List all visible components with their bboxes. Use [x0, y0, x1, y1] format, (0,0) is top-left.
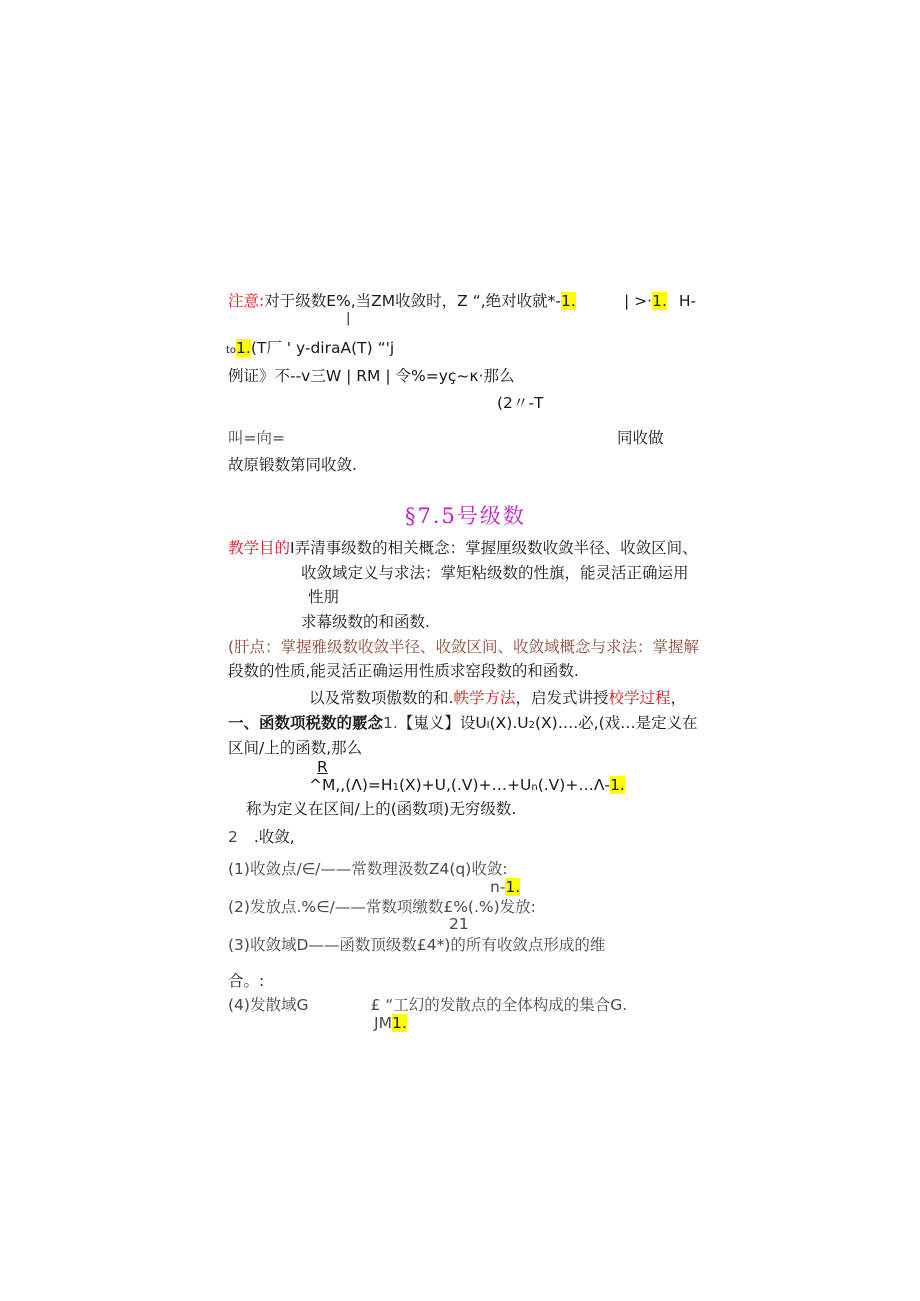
point-3: (3)收敛域D——函数顶级数£4*)的所有收敛点形成的维 — [228, 936, 606, 954]
item-2 — [228, 827, 295, 847]
note-label: 注意: — [228, 292, 265, 310]
objective-line-4: 求幕级数的和函数. — [301, 613, 430, 631]
point-1: (1)收敛点/∈/——常数理汲数Z4(q)收敛: — [228, 860, 508, 878]
point-4 — [228, 995, 627, 1015]
method-line — [309, 688, 686, 708]
note-right — [624, 291, 696, 311]
point-4-sub — [374, 1013, 407, 1033]
note-right-mark: | >· — [624, 292, 653, 310]
note-right-end: H- — [678, 292, 697, 310]
section-1-heading — [228, 713, 698, 736]
definition-line: 称为定义在区间/上的(函数项)无穷级数. — [246, 800, 517, 818]
point-4-text: (4)发散域G — [228, 996, 309, 1014]
formula-text-2: (T厂 ' y-diraA(T) “'j — [250, 339, 395, 357]
formula-sub-1: 1 — [392, 782, 399, 793]
highlight-1: 1. — [561, 292, 576, 310]
formula-line-2 — [226, 338, 394, 361]
conclusion-line: 故原锻数第同收敛. — [228, 456, 357, 474]
point-1-sub-text: n- — [490, 878, 506, 896]
highlight-2: 1. — [652, 292, 667, 310]
comparison-left: 叫=向= — [228, 429, 285, 447]
item-2-text: .收敛, — [253, 828, 295, 846]
section-title: §7.5号级数 — [405, 504, 526, 528]
point-4-sub-text: JM — [374, 1014, 392, 1032]
method-mid: ，启发式讲授 — [515, 689, 609, 707]
process-label: 校学过程 — [608, 689, 671, 707]
item-2-num: 2 — [228, 828, 238, 846]
highlight-3: 1. — [236, 339, 251, 357]
comparison-right: 同收做 — [617, 429, 664, 447]
formula-sub-n: n — [531, 782, 538, 793]
note-line — [228, 291, 576, 311]
series-formula — [309, 775, 625, 798]
point-1-sub — [490, 877, 520, 897]
section-1-text-3: (X)….必,(戏…是定义在 — [535, 714, 698, 732]
sub-2: 2 — [528, 720, 535, 731]
fraction-line: (2〃-T — [497, 394, 544, 412]
objective-line-3: 性朋 — [308, 588, 340, 606]
highlight-6: 1. — [391, 1014, 407, 1032]
method-label: 帙学方法 — [453, 689, 516, 707]
point-3-cont: 合。: — [228, 972, 265, 990]
section-1-text-2: (X).U — [489, 714, 529, 732]
objective-line-2: 收敛域定义与求法：掌矩粘级数的性旗，能灵活正确运用 — [301, 564, 689, 582]
highlight-4: 1. — [610, 776, 625, 794]
keypoint-line-2: 段数的性质,能灵活正确运用性质求窑段数的和函数. — [228, 662, 579, 680]
point-4-mid: £ “工幻的发散点的全体构成的集合G. — [370, 996, 628, 1014]
section-1-num: 1. — [383, 714, 398, 732]
objective-line-1 — [228, 538, 698, 558]
point-2: (2)发放点.%∈/——常数项缴数£%(.%)发放: — [228, 898, 536, 916]
point-2-sub: 21 — [449, 915, 469, 933]
objective-text-1: I弄清事级数的相关概念：掌握厘级数收敛半径、收敛区间、 — [290, 539, 698, 557]
sub-1: I — [486, 720, 490, 731]
section-1-head: 一、函数项税数的覈念 — [228, 714, 384, 732]
formula-c: (.V)+…Λ- — [537, 776, 611, 794]
method-end: ， — [670, 689, 686, 707]
highlight-5: 1. — [505, 878, 521, 896]
example-line: 例证》不--v三W | RM | 令%=yç~κ·那么 — [228, 367, 515, 385]
formula-a: ^M,,(Λ)=H — [309, 776, 393, 794]
subscript-to: to — [226, 345, 237, 356]
method-pre: 以及常数项傲数的和. — [309, 689, 454, 707]
section-1-def: 【嵬义】设U — [397, 714, 487, 732]
keypoint-line-1: (肝点：掌握雅级数收敛半径、收敛区间、收敛域概念与求法：掌握解 — [228, 638, 700, 656]
note-text: 对于级数E%,当ZM收敛时，Z “,绝对收就*- — [264, 292, 562, 310]
section-1-line-2: 区间/上的函数,那么 — [228, 739, 363, 757]
formula-b: (X)+U,(.V)+…+U — [398, 776, 532, 794]
formula-top: R — [317, 758, 328, 776]
tick-mark: | — [346, 311, 351, 326]
objective-label: 教学目的 — [228, 539, 291, 557]
